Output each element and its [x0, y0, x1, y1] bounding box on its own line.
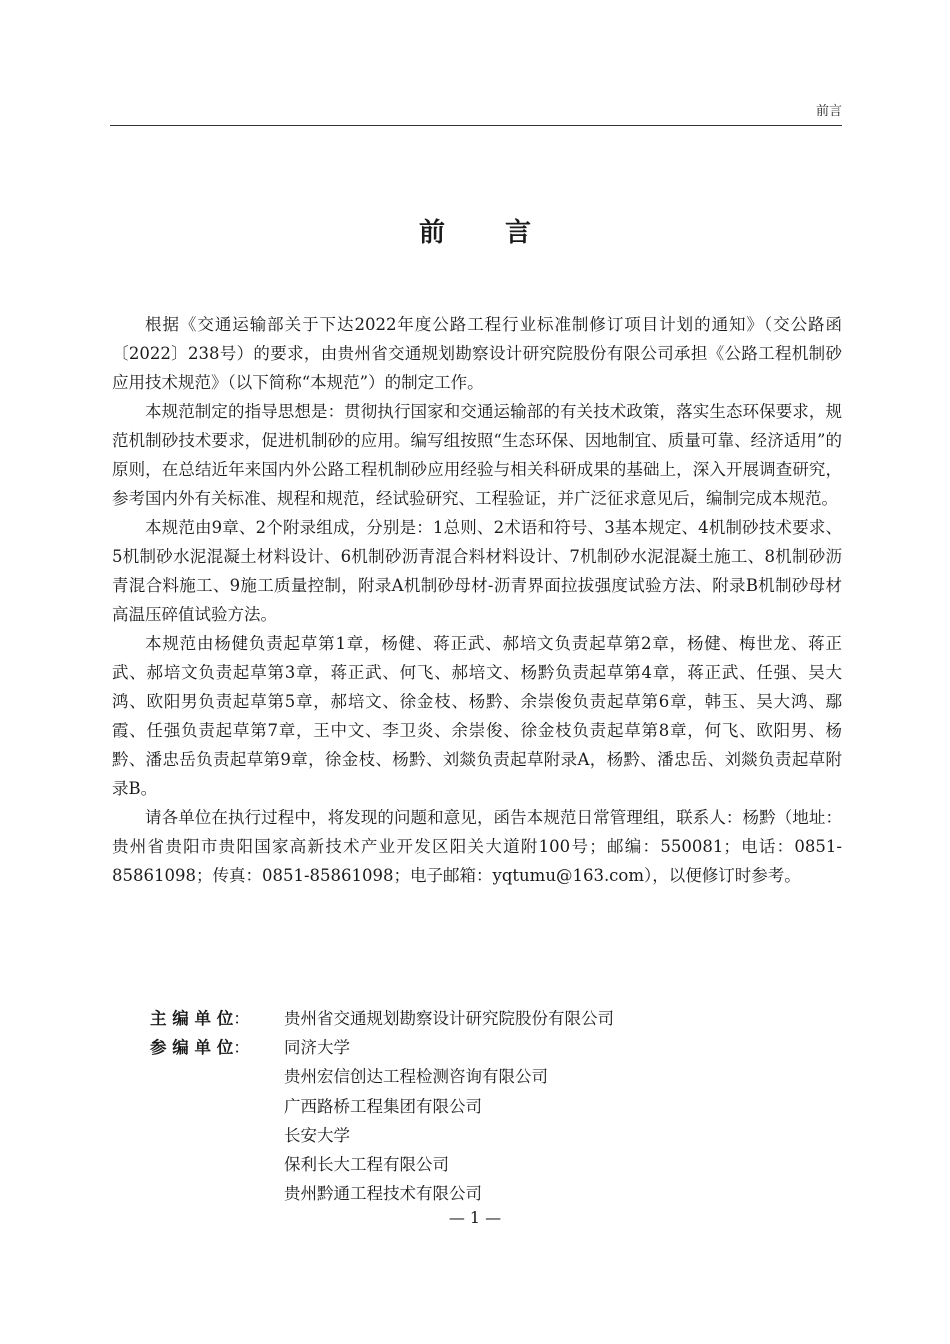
- chief-unit-label: 主 编 单 位：: [150, 1009, 250, 1028]
- participating-unit: 广西路桥工程集团有限公司: [284, 1096, 482, 1116]
- chief-unit-name: 贵州省交通规划勘察设计研究院股份有限公司: [284, 1009, 614, 1028]
- paragraph-structure: 本规范由9章、2个附录组成，分别是：1总则、2术语和符号、3基本规定、4机制砂技术要求、5机制砂水泥混凝土材料设计、6机制砂沥青混合料材料设计、7机制砂水泥混凝土施工、8机制砂沥青混合料施工、9施工质量控制，附录A机制砂母材-沥青界面拉拔强度试验方法、附录B机制砂母材高温压碎值试验方法。: [112, 518, 842, 624]
- chief-unit-row: [150, 1004, 614, 1033]
- editorial-units: [150, 1004, 614, 1208]
- participating-unit: 长安大学: [284, 1125, 350, 1145]
- paragraph-contact: 请各单位在执行过程中，将发现的问题和意见，函告本规范日常管理组，联系人：杨黔（地址：贵州省贵阳市贵阳国家高新技术产业开发区阳关大道附100号；邮编：550081；电话：0851-85861098；传真：0851-85861098；电子邮箱：yqtumu@163.com），以便修订时参考。: [112, 808, 842, 885]
- participating-unit: 贵州宏信创达工程检测咨询有限公司: [284, 1067, 548, 1087]
- paragraph-drafters: 本规范由杨健负责起草第1章，杨健、蒋正武、郝培文负责起草第2章，杨健、梅世龙、蒋正武、郝培文负责起草第3章，蒋正武、何飞、郝培文、杨黔负责起草第4章，蒋正武、任强、吴大鸿、欧阳男负责起草第5章，郝培文、徐金枝、杨黔、余崇俊负责起草第6章，韩玉、吴大鸿、鄢霞、任强负责起草第7章，王中文、李卫炎、余崇俊、徐金枝负责起草第8章，何飞、欧阳男、杨黔、潘忠岳负责起草第9章，徐金枝、杨黔、刘燚负责起草附录A，杨黔、潘忠岳、刘燚负责起草附录B。: [112, 634, 842, 798]
- participating-unit: 贵州黔通工程技术有限公司: [284, 1184, 482, 1204]
- paragraph-basis: 根据《交通运输部关于下达2022年度公路工程行业标准制修订项目计划的通知》（交公路函〔2022〕238号）的要求，由贵州省交通规划勘察设计研究院股份有限公司承担《公路工程机制砂应用技术规范》（以下简称“本规范”）的制定工作。: [112, 315, 842, 392]
- page-title: 前言: [418, 218, 591, 248]
- header-rule: [110, 125, 842, 126]
- participating-units-label: 参 编 单 位：: [150, 1038, 250, 1058]
- participating-unit: 保利长大工程有限公司: [284, 1155, 449, 1175]
- page-number: — 1 —: [448, 1208, 502, 1227]
- body-text: [112, 310, 842, 890]
- running-header: 前言: [815, 104, 842, 119]
- participating-unit: 同济大学: [284, 1038, 350, 1058]
- participating-units-list: [284, 1033, 548, 1208]
- paragraph-guiding-idea: 本规范制定的指导思想是：贯彻执行国家和交通运输部的有关技术政策，落实生态环保要求，规范机制砂技术要求，促进机制砂的应用。编写组按照“生态环保、因地制宜、质量可靠、经济适用”的原则，在总结近年来国内外公路工程机制砂应用经验与相关科研成果的基础上，深入开展调查研究，参考国内外有关标准、规程和规范，经试验研究、工程验证，并广泛征求意见后，编制完成本规范。: [112, 402, 842, 508]
- participating-units-row: [150, 1033, 614, 1208]
